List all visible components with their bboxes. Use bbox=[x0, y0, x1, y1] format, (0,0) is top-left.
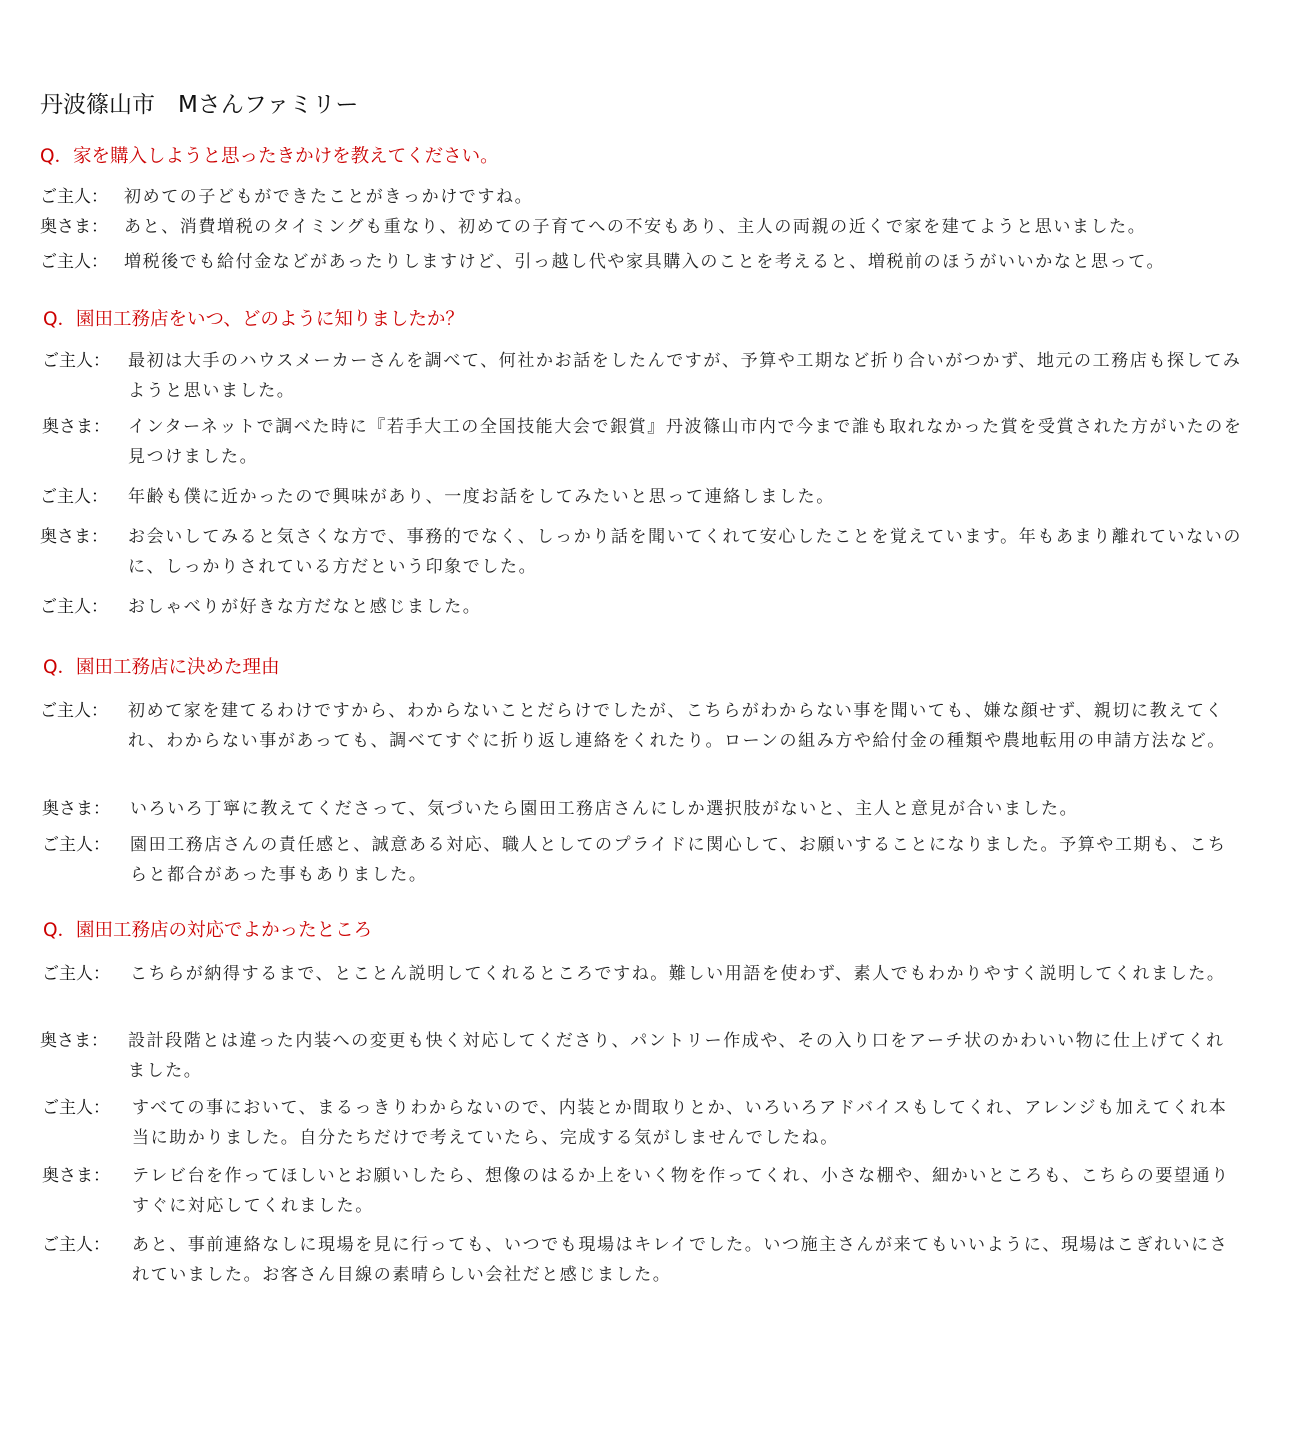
answer-text: いろいろ丁寧に教えてくださって、気づいたら園田工務店さんにしか選択肢がないと、主人と意見が合いました。 bbox=[130, 799, 1079, 819]
answer-text: あと、消費増税のタイミングも重なり、初めての子育てへの不安もあり、主人の両親の近くで家を建てようと思いました。 bbox=[124, 217, 1147, 237]
answer-item bbox=[42, 959, 1260, 989]
speaker-label: ご主人： bbox=[40, 252, 108, 272]
speaker-label: ご主人： bbox=[40, 187, 108, 207]
answer-text: 園田工務店さんの責任感と、誠意ある対応、職人としてのプライドに関心して、お願いすることになりました。予算や工期も、こちらと都合があった事もありました。 bbox=[130, 835, 1227, 885]
speaker-label: ご主人： bbox=[40, 701, 108, 721]
answer-text: インターネットで調べた時に『若手大工の全国技能大会で銀賞』丹波篠山市内で今まで誰も取れなかった賞を受賞された方がいたのを見つけました。 bbox=[128, 417, 1243, 467]
answer-text: こちらが納得するまで、とことん説明してくれるところですね。難しい用語を使わず、素人でもわかりやすく説明してくれました。 bbox=[130, 964, 1226, 984]
speaker-label: ご主人： bbox=[40, 597, 108, 617]
question-heading: Q．園田工務店の対応でよかったところ bbox=[43, 920, 373, 941]
speaker-label: 奥さま： bbox=[40, 1031, 108, 1051]
question-heading: Q．園田工務店をいつ、どのように知りましたか？ bbox=[43, 309, 464, 330]
speaker-label: 奥さま： bbox=[42, 1166, 110, 1186]
answer-item bbox=[42, 346, 1260, 406]
answer-item bbox=[40, 1026, 1260, 1086]
answer-text: テレビ台を作ってほしいとお願いしたら、想像のはるか上をいく物を作ってくれ、小さな棚や、細かいところも、こちらの要望通りすぐに対応してくれました。 bbox=[132, 1166, 1230, 1216]
answer-item bbox=[40, 522, 1260, 582]
answer-item bbox=[42, 412, 1260, 472]
page-title: 丹波篠山市 Mさんファミリー bbox=[40, 92, 359, 118]
speaker-label: ご主人： bbox=[42, 835, 110, 855]
speaker-label: ご主人： bbox=[40, 487, 108, 507]
answer-item bbox=[40, 696, 1260, 756]
answer-text: 設計段階とは違った内装への変更も快く対応してくださり、パントリー作成や、その入り口をアーチ状のかわいい物に仕上げてくれました。 bbox=[128, 1031, 1225, 1081]
speaker-label: ご主人： bbox=[42, 1235, 110, 1255]
answer-item bbox=[40, 592, 1260, 622]
answer-text: お会いしてみると気さくな方で、事務的でなく、しっかり話を聞いてくれて安心したことを覚えています。年もあまり離れていないのに、しっかりされている方だという印象でした。 bbox=[128, 527, 1242, 577]
answer-item bbox=[42, 794, 1260, 824]
answer-text: あと、事前連絡なしに現場を見に行っても、いつでも現場はキレイでした。いつ施主さんが来てもいいように、現場はこぎれいにされていました。お客さん目線の素晴らしい会社だと感じました。 bbox=[132, 1235, 1229, 1285]
answer-text: 初めて家を建てるわけですから、わからないことだらけでしたが、こちらがわからない事を聞いても、嫌な顔せず、親切に教えてくれ、わからない事があっても、調べてすぐに折り返し連絡をくれたり。ローンの組み方や給付金の種類や農地転用の申請方法など。 bbox=[128, 701, 1226, 751]
answer-text: すべての事において、まるっきりわからないので、内装とか間取りとか、いろいろアドバイスもしてくれ、アレンジも加えてくれ本当に助かりました。自分たちだけで考えていたら、完成する気がしませんでしたね。 bbox=[132, 1098, 1228, 1148]
speaker-label: 奥さま： bbox=[40, 217, 108, 237]
speaker-label: 奥さま： bbox=[42, 417, 110, 437]
speaker-label: 奥さま： bbox=[42, 799, 110, 819]
question-heading: Q．家を購入しようと思ったきかけを教えてください。 bbox=[40, 146, 499, 167]
answer-text: 最初は大手のハウスメーカーさんを調べて、何社かお話をしたんですが、予算や工期など折り合いがつかず、地元の工務店も探してみようと思いました。 bbox=[128, 351, 1242, 401]
answer-item bbox=[40, 482, 1260, 512]
speaker-label: ご主人： bbox=[42, 964, 110, 984]
answer-item bbox=[40, 182, 1260, 212]
answer-text: おしゃべりが好きな方だなと感じました。 bbox=[128, 597, 482, 617]
question-heading: Q．園田工務店に決めた理由 bbox=[43, 657, 280, 678]
speaker-label: 奥さま： bbox=[40, 527, 108, 547]
answer-item bbox=[42, 830, 1260, 890]
answer-text: 初めての子どもができたことがきっかけですね。 bbox=[124, 187, 534, 207]
answer-item bbox=[40, 247, 1260, 277]
answer-item bbox=[42, 1093, 1260, 1153]
answer-item bbox=[40, 212, 1260, 242]
speaker-label: ご主人： bbox=[42, 1098, 110, 1118]
answer-text: 年齢も僕に近かったので興味があり、一度お話をしてみたいと思って連絡しました。 bbox=[128, 487, 835, 507]
speaker-label: ご主人： bbox=[42, 351, 110, 371]
answer-item bbox=[42, 1161, 1260, 1221]
answer-item bbox=[42, 1230, 1260, 1290]
answer-text: 増税後でも給付金などがあったりしますけど、引っ越し代や家具購入のことを考えると、増税前のほうがいいかなと思って。 bbox=[124, 252, 1166, 272]
